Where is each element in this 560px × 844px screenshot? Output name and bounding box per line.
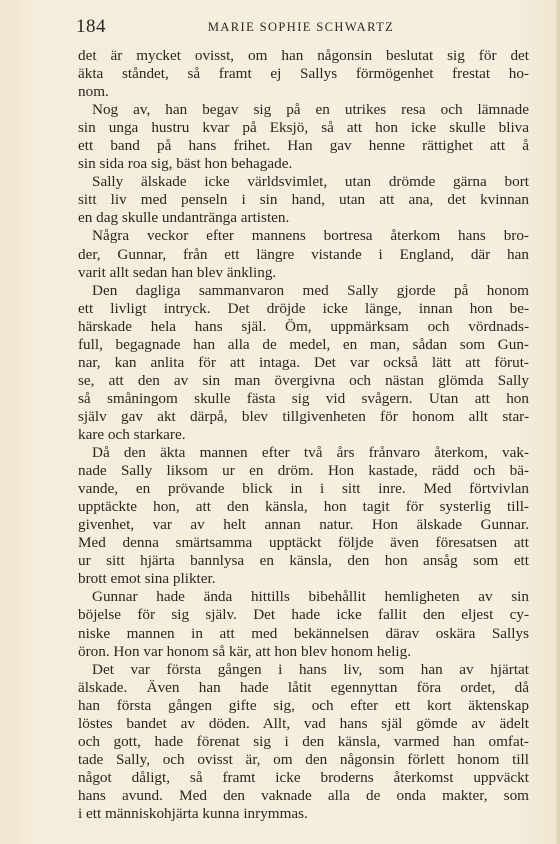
text-line: Gunnar hade ända hittills bibehållit hemligheten av sin bbox=[92, 588, 529, 606]
text-line: varit allt sedan han blev änkling. bbox=[78, 263, 277, 281]
text-line: Det var första gången i hans liv, som han av hjärtat bbox=[92, 660, 529, 678]
text-line: nar, kan anlita för att intaga. Det var också lätt att förut- bbox=[78, 353, 529, 371]
text-line: öron. Hon var honom så kär, att hon blev honom helig. bbox=[78, 642, 412, 660]
text-line: det är mycket ovisst, om han någonsin beslutat sig för det bbox=[78, 47, 529, 64]
text-line: kare och starkare. bbox=[78, 425, 186, 443]
text-line: härskade hela hans själ. Öm, uppmärksam och vördnads- bbox=[78, 317, 529, 335]
text-line: äkta ståndet, så framt ej Sallys förmögenhet frestat ho- bbox=[78, 65, 529, 83]
text-line: sitt liv med penseln i sin hand, utan att ana, det kvinnan bbox=[78, 191, 529, 209]
page-header bbox=[76, 16, 526, 40]
text-line: Den dagliga sammanvaron med Sally gjorde på honom bbox=[92, 281, 529, 299]
text-line: se, att den av sin man övergivna och nästan glömda Sally bbox=[78, 371, 529, 389]
text-line: nade Sally liksom ur en dröm. Hon kastade, rädd och bä- bbox=[78, 462, 529, 480]
text-line: tade Sally, och ovisst är, om den någonsin förlett honom till bbox=[78, 750, 529, 768]
text-line: vande, en prövande blick in i sitt inre. Med förtvivlan bbox=[78, 480, 529, 498]
text-line: brott emot sina plikter. bbox=[78, 570, 216, 588]
text-line: sin unga hustru kvar på Eksjö, så att hon icke skulle bliva bbox=[78, 119, 529, 137]
text-line: givenhet, var av helt annan natur. Hon älskade Gunnar. bbox=[78, 516, 529, 534]
running-title: MARIE SOPHIE SCHWARTZ bbox=[207, 20, 395, 34]
text-line: ur sitt hjärta bannlysa en känsla, den hon ansåg som ett bbox=[78, 552, 529, 570]
text-line: sin sida roa sig, bäst hon behagade. bbox=[78, 155, 293, 173]
body-text bbox=[78, 47, 529, 823]
text-line: Med denna smärtsamma upptäckt följde även föresatsen att bbox=[78, 534, 529, 552]
text-line: ett livligt intryck. Det dröjde icke länge, innan hon be- bbox=[78, 299, 529, 317]
text-line: så småningom skulle fästa sig vid svågern. Utan att hon bbox=[78, 389, 529, 407]
text-line: nom. bbox=[78, 83, 109, 101]
text-line: älskade. Även han hade låtit egennyttan föra ordet, då bbox=[78, 678, 529, 696]
text-line: ett band på hans frihet. Han gav henne rättighet att å bbox=[78, 137, 529, 155]
text-line: han första gången gifte sig, och efter ett kort äktenskap bbox=[78, 696, 529, 714]
text-line: full, begagnade han alla de medel, en man, sådan som Gun- bbox=[78, 335, 529, 353]
text-line: niske mannen in att med bekännelsen därav oskära Sallys bbox=[78, 624, 529, 642]
text-line: en dag skulle undantränga artisten. bbox=[78, 209, 290, 227]
text-line: hans avund. Med den vaknade alla de onda makter, som bbox=[78, 786, 529, 804]
text-line: något dåligt, så framt icke broderns återkomst uppväckt bbox=[78, 768, 529, 786]
text-line: i ett människohjärta kunna inrymmas. bbox=[78, 804, 308, 822]
page-number: 184 bbox=[76, 16, 106, 37]
text-line: Nog av, han begav sig på en utrikes resa och lämnade bbox=[92, 101, 529, 119]
text-line: själv gav akt därpå, blev tillgivenheten för honom allt star- bbox=[78, 407, 529, 425]
text-line: Några veckor efter mannens bortresa återkom hans bro- bbox=[92, 227, 529, 245]
text-line: upptäckte hon, att den känsla, hon tagit för systerlig till- bbox=[78, 498, 529, 516]
text-line: der, Gunnar, från ett längre vistande i England, där han bbox=[78, 245, 529, 263]
page-edge bbox=[556, 0, 560, 844]
text-line: böjelse för sig själv. Det hade icke fallit den eljest cy- bbox=[78, 606, 529, 624]
text-line: löstes bandet av döden. Allt, vad hans själ gömde av ädelt bbox=[78, 714, 529, 732]
text-line: Då den äkta mannen efter två års frånvaro återkom, vak- bbox=[92, 444, 529, 462]
text-line: och gott, hade förenat sig i den känsla, varmed han omfat- bbox=[78, 732, 529, 750]
text-line: Sally älskade icke världsvimlet, utan drömde gärna bort bbox=[92, 173, 529, 191]
